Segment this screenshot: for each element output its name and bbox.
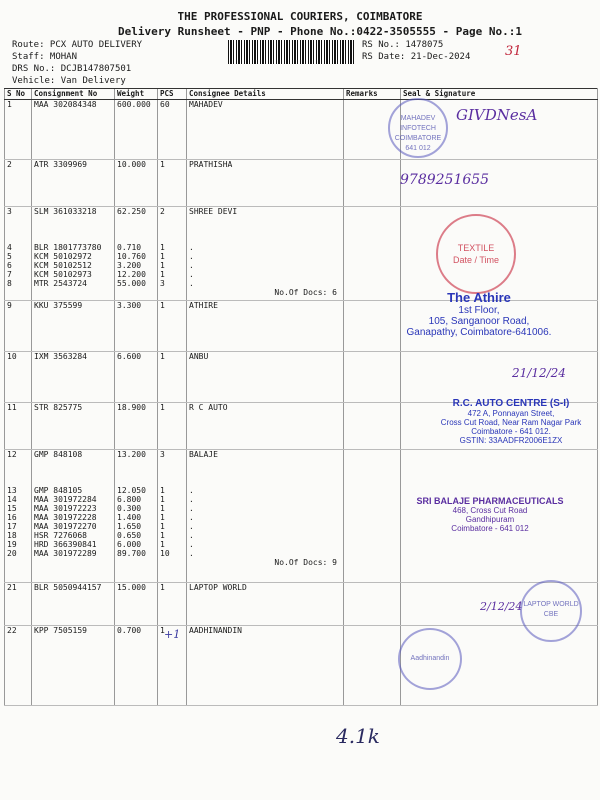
remarks-cell	[344, 450, 401, 583]
consignee-name: PRATHISHA	[189, 160, 233, 169]
row-weight: 12.200	[117, 270, 146, 279]
row-weight	[117, 216, 155, 225]
row-pcs-cell	[158, 403, 187, 450]
row-sno: 15	[7, 504, 17, 513]
barcode	[228, 40, 354, 64]
row-sno: 6	[7, 261, 12, 270]
row-weight: 3.200	[117, 261, 142, 270]
row-pcs: 3	[160, 279, 165, 288]
consignee-cell	[187, 352, 344, 403]
row-consignment: MAA 301972284	[34, 495, 97, 504]
row-weight	[117, 225, 155, 234]
row-weight	[117, 459, 155, 468]
remarks-cell	[344, 207, 401, 301]
row-consignment-cell	[32, 207, 115, 301]
row-consignment: KCM 50102973	[34, 270, 92, 279]
col-sno: S No	[5, 89, 32, 100]
row-pcs-cell	[158, 301, 187, 352]
signature-lw: 2/12/24	[480, 600, 523, 613]
row-sno-cell	[5, 100, 32, 160]
row-sno: 2	[7, 160, 12, 169]
consignee-cell	[187, 207, 344, 301]
row-consignment: SLM 361033218	[34, 207, 97, 216]
route-label: Route: PCX AUTO DELIVERY	[12, 40, 143, 50]
row-weight-cell	[115, 583, 158, 626]
consignee-name: ATHIRE	[189, 301, 218, 310]
row-weight: 600.000	[117, 100, 151, 109]
vehicle-label: Vehicle: Van Delivery	[12, 76, 126, 86]
row-pcs-cell	[158, 160, 187, 207]
col-consignment: Consignment No	[32, 89, 115, 100]
item-bullet	[189, 459, 341, 468]
row-pcs: 1	[160, 522, 165, 531]
row-consignment	[34, 477, 112, 486]
remarks-cell	[344, 626, 401, 706]
row-weight: 0.650	[117, 531, 142, 540]
row-consignment: STR 825775	[34, 403, 83, 412]
item-bullet	[189, 468, 341, 477]
row-pcs: 1	[160, 486, 165, 495]
row-weight: 6.800	[117, 495, 142, 504]
row-weight: 12.050	[117, 486, 146, 495]
row-sno: 22	[7, 626, 17, 635]
row-sno-cell	[5, 207, 32, 301]
item-bullet: .	[189, 243, 194, 252]
row-pcs-cell	[158, 207, 187, 301]
consignee-cell	[187, 626, 344, 706]
row-consignment-cell	[32, 403, 115, 450]
col-pcs: PCS	[158, 89, 187, 100]
row-weight: 89.700	[117, 549, 146, 558]
row-weight	[117, 234, 155, 243]
row-sno: 13	[7, 486, 17, 495]
row-sno: 5	[7, 252, 12, 261]
row-weight-cell	[115, 626, 158, 706]
row-consignment	[34, 234, 112, 243]
row-pcs: 10	[160, 549, 170, 558]
row-weight: 13.200	[117, 450, 146, 459]
item-bullet: .	[189, 540, 194, 549]
item-bullet: .	[189, 279, 194, 288]
row-sno: 9	[7, 301, 12, 310]
row-pcs: 1	[160, 352, 165, 361]
row-sno-cell	[5, 352, 32, 403]
row-sno: 4	[7, 243, 12, 252]
row-weight-cell	[115, 450, 158, 583]
row-consignment-cell	[32, 450, 115, 583]
handwritten-corner: 31	[505, 44, 522, 59]
row-pcs: 1	[160, 301, 165, 310]
table-row	[5, 160, 598, 207]
row-weight: 0.710	[117, 243, 142, 252]
col-seal: Seal & Signature	[401, 89, 598, 100]
row-consignment: KPP 7505159	[34, 626, 87, 635]
row-pcs-cell	[158, 100, 187, 160]
textile-seal: TEXTILE Date / Time	[436, 214, 516, 294]
item-bullet: .	[189, 252, 194, 261]
consignee-cell	[187, 403, 344, 450]
row-sno: 14	[7, 495, 17, 504]
row-weight-cell	[115, 207, 158, 301]
row-pcs: 1	[160, 513, 165, 522]
row-pcs: 1	[160, 261, 165, 270]
laptop-world-seal: LAPTOP WORLD CBE	[520, 580, 582, 642]
row-pcs: 2	[160, 207, 165, 216]
row-pcs-cell	[158, 583, 187, 626]
row-consignment: GMP 848108	[34, 450, 83, 459]
row-weight: 10.760	[117, 252, 146, 261]
row-pcs: 1	[160, 270, 165, 279]
pcs-note: +1	[164, 628, 181, 641]
row-pcs	[160, 225, 184, 234]
row-consignment: MAA 301972270	[34, 522, 97, 531]
item-bullet: .	[189, 270, 194, 279]
row-consignment: IXM 3563284	[34, 352, 87, 361]
item-bullet: .	[189, 549, 194, 558]
staff-label: Staff: MOHAN	[12, 52, 78, 62]
row-pcs: 1	[160, 504, 165, 513]
row-sno-cell	[5, 301, 32, 352]
row-weight: 15.000	[117, 583, 146, 592]
row-sno-cell	[5, 583, 32, 626]
col-weight: Weight	[115, 89, 158, 100]
handwritten-phone: 9789251655	[400, 172, 490, 188]
row-consignment: GMP 848105	[34, 486, 83, 495]
table-row	[5, 626, 598, 706]
row-weight	[117, 468, 155, 477]
row-sno	[7, 468, 29, 477]
col-consignee: Consignee Details	[187, 89, 344, 100]
row-sno: 16	[7, 513, 17, 522]
consignee-name: ANBU	[189, 352, 209, 361]
row-sno: 8	[7, 279, 12, 288]
row-sno: 11	[7, 403, 17, 412]
signature-1: GIVDNesA	[456, 106, 538, 124]
doc-count: No.Of Docs: 6	[274, 288, 337, 297]
consignee-name: AADHINANDIN	[189, 626, 242, 635]
row-weight: 6.600	[117, 352, 142, 361]
row-weight: 1.650	[117, 522, 142, 531]
row-pcs: 1	[160, 403, 165, 412]
item-bullet: .	[189, 531, 194, 540]
table-row	[5, 352, 598, 403]
row-weight: 10.000	[117, 160, 146, 169]
row-weight-cell	[115, 352, 158, 403]
runsheet-subtitle: Delivery Runsheet - PNP - Phone No.:0422-3505555 - Page No.:1	[118, 25, 522, 38]
row-pcs: 1	[160, 243, 165, 252]
row-weight: 62.250	[117, 207, 146, 216]
row-sno-cell	[5, 626, 32, 706]
row-pcs: 1	[160, 252, 165, 261]
row-consignment-cell	[32, 583, 115, 626]
row-pcs: 1	[160, 583, 165, 592]
row-consignment: KCM 50102972	[34, 252, 92, 261]
row-consignment: MAA 301972289	[34, 549, 97, 558]
row-weight-cell	[115, 160, 158, 207]
remarks-cell	[344, 583, 401, 626]
row-pcs	[160, 216, 184, 225]
row-sno: 17	[7, 522, 17, 531]
item-bullet: .	[189, 504, 194, 513]
item-bullet	[189, 477, 341, 486]
row-sno: 1	[7, 100, 12, 109]
row-pcs: 60	[160, 100, 170, 109]
item-bullet: .	[189, 495, 194, 504]
row-pcs: 1	[160, 160, 165, 169]
row-sno	[7, 234, 29, 243]
row-consignment	[34, 216, 112, 225]
item-bullet: .	[189, 522, 194, 531]
row-pcs: 1	[160, 495, 165, 504]
item-bullet	[189, 216, 341, 225]
item-bullet: .	[189, 261, 194, 270]
row-consignment-cell	[32, 352, 115, 403]
item-bullet: .	[189, 486, 194, 495]
consignee-cell	[187, 301, 344, 352]
row-consignment: BLR 1801773780	[34, 243, 102, 252]
row-consignment: HSR 7276068	[34, 531, 87, 540]
row-consignment: MTR 2543724	[34, 279, 87, 288]
row-consignment: MAA 301972223	[34, 504, 97, 513]
mahadev-seal: MAHADEV INFOTECH COIMBATORE 641 012	[388, 98, 448, 158]
row-sno: 20	[7, 549, 17, 558]
doc-count: No.Of Docs: 9	[274, 558, 337, 567]
remarks-cell	[344, 352, 401, 403]
item-bullet: .	[189, 513, 194, 522]
row-sno-cell	[5, 160, 32, 207]
row-sno	[7, 225, 29, 234]
row-sno: 10	[7, 352, 17, 361]
company-title: THE PROFESSIONAL COURIERS, COIMBATORE	[177, 10, 423, 23]
row-consignment: MAA 302084348	[34, 100, 97, 109]
remarks-cell	[344, 160, 401, 207]
item-bullet	[189, 225, 341, 234]
row-consignment: KKU 375599	[34, 301, 83, 310]
row-weight-cell	[115, 403, 158, 450]
consignee-name: MAHADEV	[189, 100, 223, 109]
item-bullet	[189, 234, 341, 243]
row-consignment	[34, 225, 112, 234]
consignee-name: SHREE DEVI	[189, 207, 238, 216]
rs-date-label: RS Date: 21-Dec-2024	[362, 52, 471, 62]
row-consignment-cell	[32, 100, 115, 160]
row-pcs	[160, 459, 184, 468]
row-consignment-cell	[32, 160, 115, 207]
row-weight: 3.300	[117, 301, 142, 310]
row-consignment	[34, 468, 112, 477]
consignee-cell	[187, 450, 344, 583]
row-pcs-cell	[158, 450, 187, 583]
row-sno	[7, 216, 29, 225]
row-weight: 0.300	[117, 504, 142, 513]
drs-label: DRS No.: DCJB147807501	[12, 64, 132, 74]
row-weight: 6.000	[117, 540, 142, 549]
consignee-name: BALAJE	[189, 450, 218, 459]
row-pcs	[160, 477, 184, 486]
row-sno: 19	[7, 540, 17, 549]
seal-cell	[401, 352, 598, 403]
runsheet-table	[4, 88, 598, 706]
row-sno: 12	[7, 450, 17, 459]
row-sno-cell	[5, 450, 32, 583]
row-consignment: MAA 301972228	[34, 513, 97, 522]
row-consignment-cell	[32, 301, 115, 352]
row-consignment: HRD 366390841	[34, 540, 97, 549]
row-pcs: 3	[160, 450, 165, 459]
row-sno: 3	[7, 207, 12, 216]
row-weight-cell	[115, 100, 158, 160]
consignee-cell	[187, 583, 344, 626]
row-weight-cell	[115, 301, 158, 352]
row-sno	[7, 459, 29, 468]
consignee-cell	[187, 100, 344, 160]
row-pcs	[160, 234, 184, 243]
col-remarks: Remarks	[344, 89, 401, 100]
consignee-name: LAPTOP WORLD	[189, 583, 247, 592]
row-sno: 21	[7, 583, 17, 592]
row-consignment	[34, 459, 112, 468]
row-sno	[7, 477, 29, 486]
row-consignment: KCM 50102512	[34, 261, 92, 270]
row-pcs-cell	[158, 352, 187, 403]
balaje-stamp: SRI BALAJE PHARMACEUTICALS 468, Cross Cut Road Gandhipuram Coimbatore - 641 012	[416, 496, 564, 533]
rs-no-label: RS No.: 1478075	[362, 40, 444, 50]
handwritten-date: 21/12/24	[512, 366, 566, 380]
aadhinandin-seal: Aadhinandin	[398, 628, 462, 690]
row-sno: 7	[7, 270, 12, 279]
row-consignment-cell	[32, 626, 115, 706]
consignee-name: R C AUTO	[189, 403, 228, 412]
row-pcs: 1	[160, 531, 165, 540]
row-weight: 1.400	[117, 513, 142, 522]
row-consignment: BLR 5050944157	[34, 583, 102, 592]
consignee-cell	[187, 160, 344, 207]
row-weight: 18.900	[117, 403, 146, 412]
row-sno-cell	[5, 403, 32, 450]
rc-auto-stamp: R.C. AUTO CENTRE (S-I) 472 A, Ponnayan Street, Cross Cut Road, Near Ram Nagar Park Coimbatore - 641 012. GSTIN: 33AADFR2006E1ZX	[440, 398, 582, 445]
row-consignment: ATR 3309969	[34, 160, 87, 169]
row-pcs	[160, 468, 184, 477]
row-sno: 18	[7, 531, 17, 540]
bottom-note: 4.1k	[336, 724, 380, 748]
remarks-cell	[344, 403, 401, 450]
row-pcs: 1	[160, 540, 165, 549]
row-pcs: 1	[160, 626, 165, 635]
row-weight: 0.700	[117, 626, 142, 635]
row-weight	[117, 477, 155, 486]
athire-stamp: The Athire 1st Floor, 105, Sanganoor Road, Ganapathy, Coimbatore-641006.	[406, 290, 552, 338]
row-weight: 55.000	[117, 279, 146, 288]
